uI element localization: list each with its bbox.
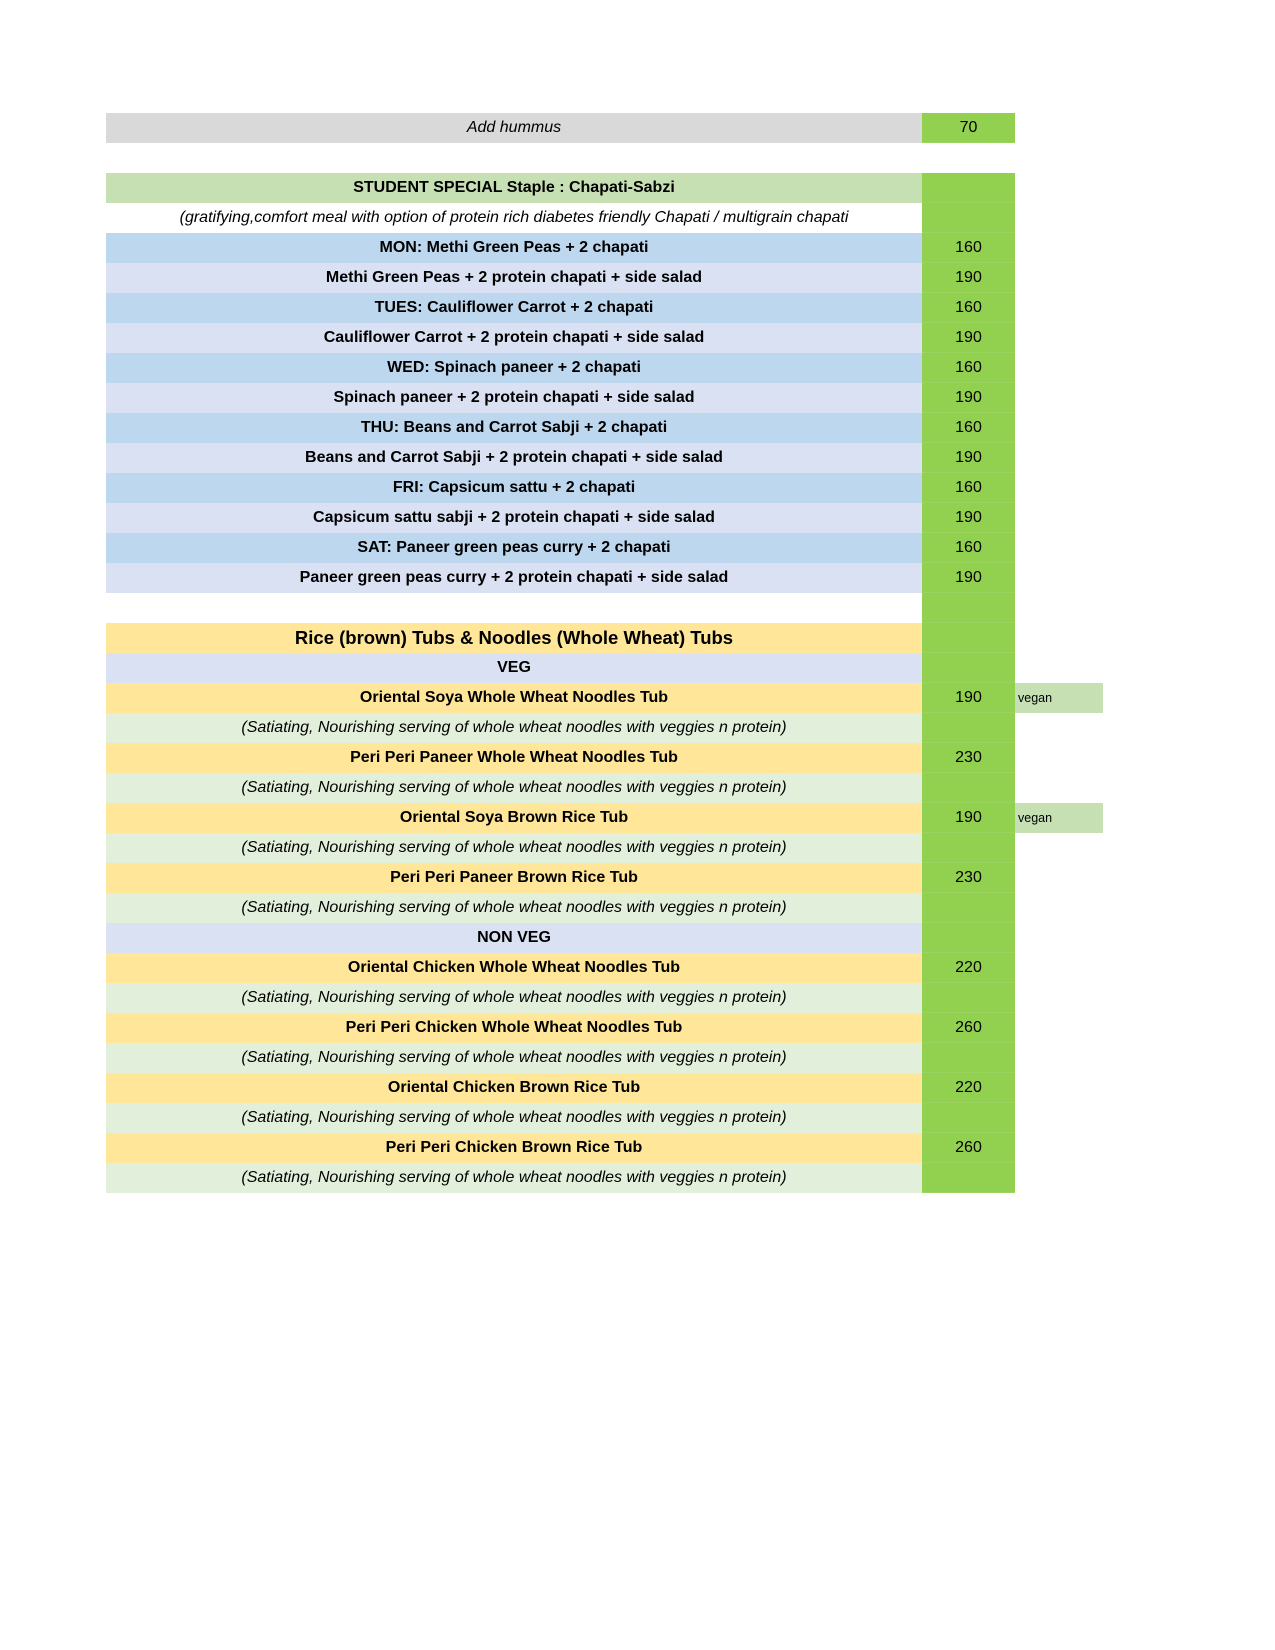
student-item-price: 190 xyxy=(922,443,1015,473)
veg-heading: VEG xyxy=(106,653,922,683)
student-item-price: 160 xyxy=(922,293,1015,323)
student-description: (gratifying,comfort meal with option of protein rich diabetes friendly Chapati / multigrain chapati xyxy=(106,203,922,233)
veg-tub-item-label: Oriental Soya Whole Wheat Noodles Tub xyxy=(106,683,922,713)
veg-tub-desc-price xyxy=(922,893,1015,923)
student-item-price: 160 xyxy=(922,533,1015,563)
nonveg-tub-desc-label: (Satiating, Nourishing serving of whole wheat noodles with veggies n protein) xyxy=(106,1103,922,1133)
tubs-title: Rice (brown) Tubs & Noodles (Whole Wheat) Tubs xyxy=(106,623,922,653)
student-item-label: Spinach paneer + 2 protein chapati + side salad xyxy=(106,383,922,413)
student-item-label: SAT: Paneer green peas curry + 2 chapati xyxy=(106,533,922,563)
student-item xyxy=(106,293,1106,323)
student-item-label: MON: Methi Green Peas + 2 chapati xyxy=(106,233,922,263)
nonveg-tub-item xyxy=(106,953,1106,983)
nonveg-heading: NON VEG xyxy=(106,923,922,953)
student-item xyxy=(106,353,1106,383)
student-item xyxy=(106,383,1106,413)
student-item-label: Paneer green peas curry + 2 protein chapati + side salad xyxy=(106,563,922,593)
student-description-row xyxy=(106,203,1106,233)
vegan-tag: vegan xyxy=(1015,803,1103,833)
veg-tub-desc-price xyxy=(922,713,1015,743)
veg-tub-item-price: 230 xyxy=(922,863,1015,893)
veg-tub-item-price: 190 xyxy=(922,683,1015,713)
nonveg-tub-item-price: 220 xyxy=(922,953,1015,983)
veg-tub-desc xyxy=(106,833,1106,863)
student-item-label: THU: Beans and Carrot Sabji + 2 chapati xyxy=(106,413,922,443)
student-item xyxy=(106,233,1106,263)
student-item xyxy=(106,473,1106,503)
nonveg-tub-desc xyxy=(106,1163,1106,1193)
nonveg-tub-item xyxy=(106,1013,1106,1043)
student-items xyxy=(106,233,1106,593)
addon-price: 70 xyxy=(922,113,1015,143)
nonveg-tub-item-price: 220 xyxy=(922,1073,1015,1103)
veg-tub-item-price: 190 xyxy=(922,803,1015,833)
spacer-row xyxy=(106,593,1106,623)
nonveg-tub-desc xyxy=(106,1043,1106,1073)
student-item xyxy=(106,563,1106,593)
nonveg-heading-row xyxy=(106,923,1106,953)
veg-tub-desc-label: (Satiating, Nourishing serving of whole wheat noodles with veggies n protein) xyxy=(106,773,922,803)
student-item xyxy=(106,323,1106,353)
veg-tub-desc xyxy=(106,713,1106,743)
veg-tub-item-label: Peri Peri Paneer Whole Wheat Noodles Tub xyxy=(106,743,922,773)
addon-label: Add hummus xyxy=(106,113,922,143)
veg-tub-desc-label: (Satiating, Nourishing serving of whole wheat noodles with veggies n protein) xyxy=(106,713,922,743)
student-item-price: 160 xyxy=(922,413,1015,443)
student-item-label: WED: Spinach paneer + 2 chapati xyxy=(106,353,922,383)
veg-tub-desc xyxy=(106,893,1106,923)
nonveg-tub-desc-label: (Satiating, Nourishing serving of whole wheat noodles with veggies n protein) xyxy=(106,983,922,1013)
menu-sheet xyxy=(106,113,1106,1193)
nonveg-tub-desc-price xyxy=(922,1163,1015,1193)
veg-heading-row xyxy=(106,653,1106,683)
nonveg-tub-desc-label: (Satiating, Nourishing serving of whole wheat noodles with veggies n protein) xyxy=(106,1043,922,1073)
nonveg-tub-item-price: 260 xyxy=(922,1013,1015,1043)
nonveg-tub-item-label: Oriental Chicken Brown Rice Tub xyxy=(106,1073,922,1103)
vegan-tag: vegan xyxy=(1015,683,1103,713)
student-item-price: 190 xyxy=(922,503,1015,533)
student-title: STUDENT SPECIAL Staple : Chapati-Sabzi xyxy=(106,173,922,203)
student-item-price: 160 xyxy=(922,473,1015,503)
veg-tub-item xyxy=(106,803,1106,833)
veg-tub-item xyxy=(106,743,1106,773)
student-item-price: 160 xyxy=(922,233,1015,263)
veg-tub-item-price: 230 xyxy=(922,743,1015,773)
veg-tub-desc-price xyxy=(922,773,1015,803)
nonveg-tub-item-label: Oriental Chicken Whole Wheat Noodles Tub xyxy=(106,953,922,983)
nonveg-tub-desc-label: (Satiating, Nourishing serving of whole wheat noodles with veggies n protein) xyxy=(106,1163,922,1193)
tubs-title-row xyxy=(106,623,1106,653)
nonveg-tub-item-price: 260 xyxy=(922,1133,1015,1163)
student-item-price: 190 xyxy=(922,383,1015,413)
student-item xyxy=(106,533,1106,563)
student-item xyxy=(106,263,1106,293)
spacer-row xyxy=(106,143,1106,173)
veg-tub-item xyxy=(106,683,1106,713)
student-item-label: Capsicum sattu sabji + 2 protein chapati + side salad xyxy=(106,503,922,533)
student-item-label: Beans and Carrot Sabji + 2 protein chapati + side salad xyxy=(106,443,922,473)
student-title-row xyxy=(106,173,1106,203)
nonveg-tub-desc-price xyxy=(922,1043,1015,1073)
veg-tub-item-label: Peri Peri Paneer Brown Rice Tub xyxy=(106,863,922,893)
student-item-price: 190 xyxy=(922,263,1015,293)
nonveg-tub-desc xyxy=(106,1103,1106,1133)
veg-tub-desc-price xyxy=(922,833,1015,863)
nonveg-tub-item-label: Peri Peri Chicken Brown Rice Tub xyxy=(106,1133,922,1163)
student-item xyxy=(106,443,1106,473)
nonveg-tub-desc-price xyxy=(922,983,1015,1013)
student-item-price: 160 xyxy=(922,353,1015,383)
veg-tub-desc-label: (Satiating, Nourishing serving of whole wheat noodles with veggies n protein) xyxy=(106,893,922,923)
nonveg-tub-desc xyxy=(106,983,1106,1013)
veg-tub-item-label: Oriental Soya Brown Rice Tub xyxy=(106,803,922,833)
student-item-price: 190 xyxy=(922,323,1015,353)
nonveg-tub-desc-price xyxy=(922,1103,1015,1133)
student-item-label: Methi Green Peas + 2 protein chapati + side salad xyxy=(106,263,922,293)
veg-tub-desc-label: (Satiating, Nourishing serving of whole wheat noodles with veggies n protein) xyxy=(106,833,922,863)
veg-items xyxy=(106,683,1106,923)
nonveg-tub-item xyxy=(106,1073,1106,1103)
student-item xyxy=(106,413,1106,443)
nonveg-items xyxy=(106,953,1106,1193)
nonveg-tub-item-label: Peri Peri Chicken Whole Wheat Noodles Tub xyxy=(106,1013,922,1043)
student-item-label: FRI: Capsicum sattu + 2 chapati xyxy=(106,473,922,503)
student-item-price: 190 xyxy=(922,563,1015,593)
student-item-label: TUES: Cauliflower Carrot + 2 chapati xyxy=(106,293,922,323)
veg-tub-item xyxy=(106,863,1106,893)
nonveg-tub-item xyxy=(106,1133,1106,1163)
student-item-label: Cauliflower Carrot + 2 protein chapati + side salad xyxy=(106,323,922,353)
addon-row xyxy=(106,113,1106,143)
veg-tub-desc xyxy=(106,773,1106,803)
student-item xyxy=(106,503,1106,533)
